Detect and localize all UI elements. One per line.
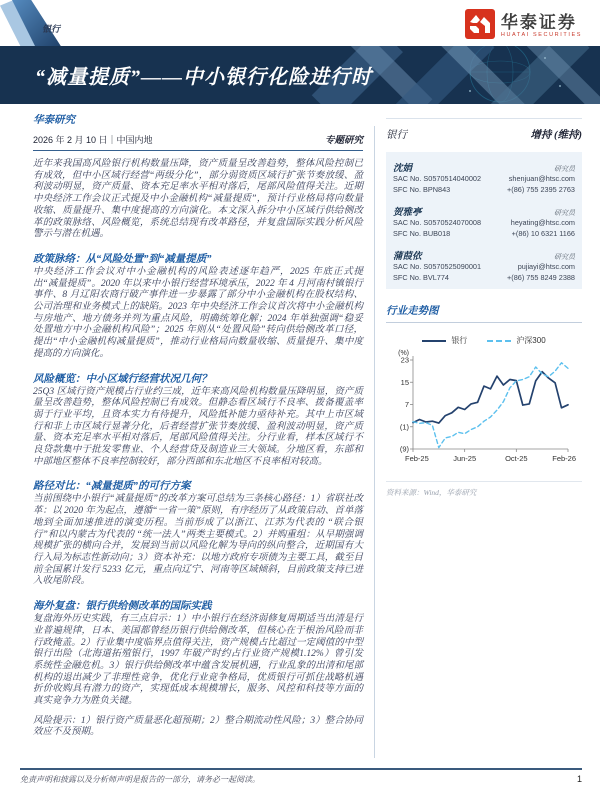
main-column [33,112,363,739]
research-brand: 华泰研究 [33,115,75,126]
huatai-logo-icon [465,9,495,44]
svg-text:7: 7 [404,400,409,409]
column-divider [374,126,375,758]
analyst-sac: SAC No. S0570524070008 [393,218,482,227]
analyst-email: pujiayi@htsc.com [517,262,575,271]
analyst-sfc: SFC No. BVL774 [393,272,449,282]
analyst-entry [393,248,575,283]
svg-text:15: 15 [400,377,409,387]
section-heading-risk-overview: 风险概览：中小区域行经营状况几何？ [33,373,212,385]
report-title: “减量提质”——中小银行化险进行时 [35,66,372,89]
analyst-sfc: SFC No. BPN843 [393,184,451,194]
huatai-logo [465,9,582,44]
report-type: 专题研究 [324,136,363,146]
chart-legend [386,335,582,346]
analyst-phone: +(86) 755 8249 2388 [507,272,575,282]
rating-row [386,118,582,142]
risk-note: 风险提示：1）银行资产质量恶化超预期；2）整合期流动性风险；3）整合协同效应不及预期。 [33,715,363,738]
svg-text:(1): (1) [399,422,409,432]
analyst-sac: SAC No. S0570514040002 [393,174,482,183]
chart-title: 行业走势图 [386,303,582,323]
svg-text:(9): (9) [399,444,409,454]
analyst-panel [386,152,582,289]
analyst-sac: SAC No. S0570525090001 [393,262,482,271]
dashed-line-swatch [487,340,511,342]
section-body-overseas: 复盘海外历史实践，有三点启示：1）中小银行在经济弱修复周期适当出清是行业普遍规律，日本、美国都曾经历银行供给侧改革，但核心在于根治风险而非行政掩盖。2）行业集中度临界点值得关注，资产规模占比超过一定阈值的中型银行出险（北海道拓殖银行，1997 年破产时约占行业资产规模1.12%）曾引发系统性金融危机。3）银行供给侧改革中蕴含发展机遇，行业乱象的出清和尾部机构的退出减少了非理性竞争，优化行业竞争格局，优质银行可抓住战略机遇折价收购具有潜力的资产，实现低成本规模增长，服务、风控和科技等方面的真实竞争力为胜负关键。 [33,614,363,707]
meta-row [33,132,363,151]
industry-trend-chart [386,346,582,466]
analyst-name: 沈娟 [393,164,413,174]
title-banner [0,46,600,104]
analyst-role: 研究员 [554,253,575,261]
svg-text:Feb-25: Feb-25 [405,454,429,463]
solid-line-swatch [422,340,446,342]
svg-text:(%): (%) [398,350,409,357]
industry-trend-block [386,303,582,498]
section-body-policy: 中央经济工作会议对中小金融机构的风险表述逐年趋严，2025 年底正式提出“减量提质”。2020 年以来中小银行经营环境承压，2022 年 4 月河南村镇银行事件、8 月辽阳农商行破产事件进一步暴露了部分中小金融机构在股权结构、公司治理和业务模式上的缺陷。2023 年中央经济工作会议首次将中小金融机构与房地产、地方债务并列为重点风险，明确统筹化解；2024 年单独强调“稳妥处置地方中小金融机构风险”；2025 年则从“处置风险”转向供给侧改革口径，提出“中小金融机构减量提质”，推动行业格局向数量收缩、质量提升、集中度提高的方向演化。 [33,266,363,359]
analyst-phone: +(86) 755 2395 2763 [507,184,575,194]
analyst-phone: +(86) 10 6321 1166 [511,228,575,238]
page-number: 1 [576,774,582,784]
disclaimer-text: 免责声明和披露以及分析师声明是报告的一部分，请务必一起阅读。 [20,775,260,784]
section-heading-overseas: 海外复盘：银行供给侧改革的国际实践 [33,601,212,613]
rating-value: 增持 (维持) [530,130,582,141]
chart-source: 资料来源：Wind，华泰研究 [386,481,582,498]
analyst-email: heyating@htsc.com [510,218,575,227]
svg-text:23: 23 [400,355,409,365]
section-heading-policy: 政策脉络：从“风险处置”到“减量提质” [33,253,212,265]
analyst-role: 研究员 [554,165,575,173]
analyst-entry [393,204,575,239]
section-body-path-compare: 当前围绕中小银行“减量提质”的改革方案可总结为三条核心路径：1）省联社改革：以 2020 年为起点，遵循“一省一策”原则，有序经历了从政策启动、首单落地到全面加速推进的演变历程。当前形成了以浙江、江苏为代表的 “联合银行”和以内蒙古为代表的 “统一法人”两类主要模式。2）并购重组：从早期强调规模扩张的横向合并，发展到当前以风险化解为导向的纵向整合，近期国有大行入局为标志性新动向；3）资本补充：以地方政府专项债为主要工具，截至目前全国累计发行 5233 亿元，重点向辽宁、河南等区域倾斜，目前政策支持已进入收尾阶段。 [33,494,363,587]
logo-text-en: HUATAI SECURITIES [500,32,582,39]
legend-item-bank [422,335,467,346]
analyst-name: 贺雅亭 [393,208,422,218]
legend-label: 银行 [451,336,468,345]
analyst-sfc: SFC No. BUB018 [393,228,451,238]
analyst-email: shenjuan@htsc.com [508,174,575,183]
industry-category-tag: 银行 [42,24,61,34]
analyst-name: 蒲葭依 [393,252,422,262]
analyst-role: 研究员 [554,209,575,217]
svg-text:Jun-25: Jun-25 [453,454,477,463]
logo-text-cn: 华泰证券 [500,13,577,33]
footer-rule [20,768,582,770]
rating-industry: 银行 [386,130,407,141]
sidebar [386,118,582,498]
footer-row [20,774,582,785]
abstract-paragraph: 近年来我国高风险银行机构数量压降，资产质量呈改善趋势，整体风险控制已有成效，但中小区域行经营“两级分化”，部分弱资质区域行扩张节奏放缓、盈利波动明显，资产质量、资本充足率水平相对落后，尾部风险值得关注。近期中央经济工作会议正式提及中小金融机构“减量提质”，预计行业格局将向数量收缩、质量提升、集中度提高的方向演化。本文深入拆分中小区域行供给侧改革的政策脉络、风险概览，系统总结现有改革路径，并复盘国际实践分析风险警示与潜在机遇。 [33,159,363,240]
svg-text:Feb-26: Feb-26 [552,454,576,463]
section-body-risk-overview: 25Q3 区域行资产规模占行业约三成，近年来高风险机构数量压降明显，资产质量呈改善趋势，整体风险控制已有成效。但静态看区域行不良率、拨备覆盖率弱于行业平均，且资本实力有待提升，风险抵补能力亟待补充。其中上市区域行和非上市区域行显著分化，后者经营扩张节奏放缓、盈利波动明显，资产质量、资本充足率水平相对落后，尾部风险值得关注。分行业看，样本区域行不良贷款集中于批发零售业、个人经营贷及制造业三大领域。分地区看，东部和中部地区整体不良率控制较好，部分西部和东北地区不良率相对较高。 [33,386,363,467]
date-region: 2026 年 2 月 10 日｜中国内地 [33,135,153,145]
legend-item-csi300 [487,335,545,346]
svg-text:Oct-25: Oct-25 [505,454,528,463]
analyst-entry [393,160,575,195]
legend-label: 沪深300 [516,336,546,345]
section-heading-path-compare: 路径对比：“减量提质”的可行方案 [33,481,191,493]
